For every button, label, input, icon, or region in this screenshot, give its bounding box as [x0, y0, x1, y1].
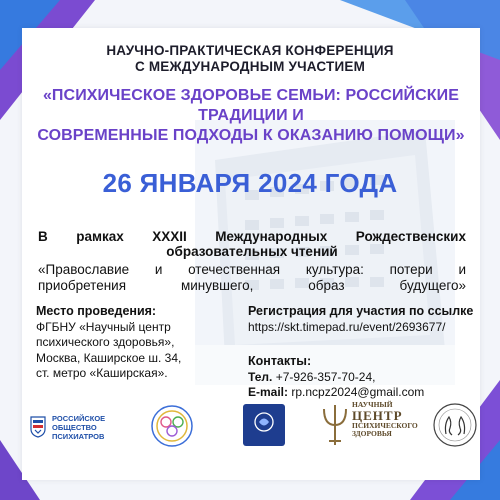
framework-word: Рождественских — [355, 229, 466, 244]
venue-line: Москва, Каширское ш. 34, — [36, 350, 182, 365]
rop-line: ПСИХИАТРОВ — [52, 431, 105, 441]
contact-phone-row — [248, 370, 480, 386]
rings-logo-icon — [150, 404, 194, 448]
framework-word: рамках — [76, 229, 124, 244]
motto-word: образ — [308, 277, 345, 293]
motto-word: минувшего, — [180, 277, 254, 293]
conference-title-line-2: СОВРЕМЕННЫЕ ПОДХОДЫ К ОКАЗАНИЮ ПОМОЩИ» — [37, 127, 465, 144]
motto-word: будущего» — [399, 277, 466, 293]
framework-line-2: образовательных чтений — [166, 244, 338, 259]
venue-heading: Место проведения: — [36, 304, 157, 318]
psychiatric-society-logo — [243, 404, 285, 446]
ncpz-line: ЦЕНТР — [352, 408, 403, 423]
readings-framework — [38, 229, 466, 259]
conference-type — [28, 43, 472, 75]
motto-word: отечественная — [188, 262, 281, 277]
contacts-heading: Контакты: — [248, 354, 312, 368]
email-label: E-mail: — [248, 385, 289, 399]
registration-link[interactable]: https://skt.timepad.ru/event/2693677/ — [248, 319, 446, 334]
venue-line: ст. метро «Каширская». — [36, 366, 168, 380]
ncpz-line: НАУЧНЫЙ — [352, 400, 393, 409]
rop-line: РОССИЙСКОЕ — [52, 413, 106, 423]
framework-word: Международных — [215, 229, 328, 244]
shield-icon — [30, 416, 46, 438]
registration-block — [248, 304, 480, 401]
contact-email[interactable]: rp.ncpz2024@gmail.com — [288, 385, 425, 399]
psychiatric-society-caption — [264, 435, 265, 439]
venue-line: ФГБНУ «Научный центр — [36, 319, 171, 334]
contact-phone[interactable]: +7-926-357-70-24, — [272, 369, 376, 384]
readings-motto — [38, 262, 466, 293]
psyche-symbol-icon — [320, 401, 350, 449]
motto-word: «Православие — [38, 262, 130, 277]
head-profile-icon — [251, 411, 277, 433]
conference-type-line-2: С МЕЖДУНАРОДНЫМ УЧАСТИЕМ — [134, 59, 366, 74]
venue-block — [36, 304, 236, 382]
conference-type-line-1: НАУЧНО-ПРАКТИЧЕСКАЯ КОНФЕРЕНЦИЯ — [106, 43, 394, 58]
framework-word: XXXII — [152, 229, 187, 244]
ncpz-line: ПСИХИЧЕСКОГО — [352, 421, 418, 430]
rop-logo — [30, 410, 140, 444]
ncpz-line: ЗДОРОВЬЯ — [352, 429, 392, 438]
family-faces-logo-icon — [432, 402, 478, 448]
framework-word: В — [38, 229, 48, 244]
phone-label: Тел. — [248, 369, 273, 384]
motto-word: и — [154, 262, 163, 277]
motto-word: потери — [389, 262, 433, 277]
ncpz-logo — [320, 399, 430, 451]
rop-line: ОБЩЕСТВО — [52, 422, 97, 432]
conference-date: 26 ЯНВАРЯ 2024 ГОДА — [102, 168, 398, 198]
motto-word: приобретения — [38, 277, 127, 293]
conference-title-line-1: «ПСИХИЧЕСКОЕ ЗДОРОВЬЕ СЕМЬИ: РОССИЙСКИЕ ТРАДИЦИИ И — [42, 87, 460, 124]
registration-heading: Регистрация для участия по ссылке — [248, 304, 474, 318]
venue-line: психического здоровья», — [36, 335, 175, 349]
motto-word: культура: — [305, 262, 364, 277]
motto-word: и — [458, 262, 466, 277]
conference-title — [30, 86, 472, 146]
